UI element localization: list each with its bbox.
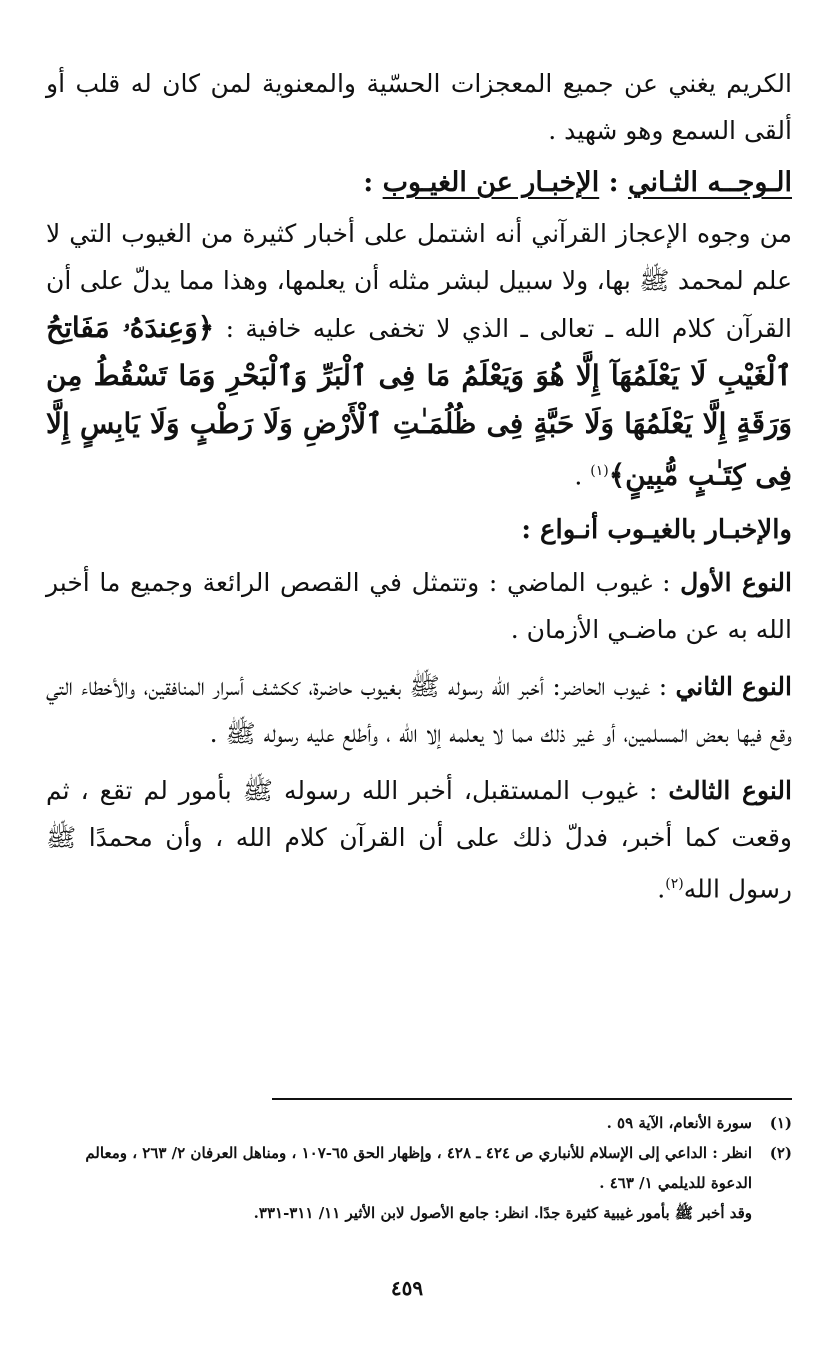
heading-prefix: الـوجــه الثـاني (627, 167, 792, 198)
heading-separator: : (599, 167, 628, 198)
kind-1-text: : غيوب الماضي : وتتمثل في القصص الرائعة وجميع ما أخبر الله به عن ماضـي الأزمان . (46, 568, 792, 645)
kind-3-label: النوع الثالث (668, 776, 792, 806)
types-subheading: والإخبـار بالغيـوب أنـواع : (521, 515, 792, 546)
footnote-1-text: سورة الأنعام، الآية ٥٩ . (606, 1114, 752, 1132)
kind-3-text: : غيوب المستقبل، أخبر الله رسوله ﷺ بأمور لم تقع ، ثم وقعت كما أخبر، فدلّ ذلك على أن القرآن كلام الله ، وأن محمدًا ﷺ رسول الله (46, 776, 792, 904)
footnote-2 (46, 1138, 792, 1198)
kind-3-end: . (657, 874, 666, 904)
footnote-ref-2[interactable]: (٢) (665, 876, 684, 893)
footnote-2-number: (٢) (769, 1144, 792, 1162)
section-heading (46, 158, 792, 208)
quran-verse: ﴿وَعِندَهُۥ مَفَاتِحُ ٱلْغَيْبِ لَا يَعْلَمُهَآ إِلَّا هُوَ وَيَعْلَمُ مَا فِى ٱلْبَرِّ وَٱلْبَحْرِ وَمَا تَسْقُطُ مِن وَرَقَةٍ إِلَّا يَعْلَمُهَا وَلَا حَبَّةٍ فِى ظُلُمَـٰتِ ٱلْأَرْضِ وَلَا رَطْبٍ وَلَا يَابِسٍ إِلَّا فِى كِتَـٰبٍ مُّبِينٍ﴾ (46, 311, 792, 492)
kind-2-label: النوع الثاني (675, 672, 792, 702)
page-number: ٤٥٩ (390, 1276, 424, 1300)
heading-title: الإخبـار عن الغيـوب (382, 167, 600, 198)
footnotes (46, 1108, 792, 1228)
miracle-text: من وجوه الإعجاز القرآني أنه اشتمل على أخبار كثيرة من الغيوب التي لا علم لمحمد ﷺ بها، ولا سبيل لبشر مثله أن يعلمها، وهذا مما يدلّ على أن القرآن كلام الله ـ تعالى ـ الذي لا تخفى عليه خافية : (46, 219, 792, 343)
footnote-divider (272, 1098, 792, 1100)
kind-2-text: : غيوب الحاضر: أخبر الله رسوله ﷺ بغيوب حاضرة، ككشف أسرار المنافقين، والأخطاء التي وقع فيها بعض المسلمين، أو غير ذلك مما لا يعلمه إلا الله ، وأطلع عليه رسوله ﷺ . (46, 672, 792, 749)
footnote-2-text: انظر : الداعي إلى الإسلام للأنباري ص ٤٢٤ ـ ٤٢٨ ، وإظهار الحق ٦٥-١٠٧ ، ومناهل العرفان ٢/ ٢٦٣ ، ومعالم الدعوة للديلمي ١/ ٤٦٣ . (85, 1144, 752, 1192)
kind-1-paragraph (46, 559, 792, 653)
kind-1-label: النوع الأول (680, 568, 792, 598)
footnote-2-extra: وقد أخبر ﷺ بأمور غيبية كثيرة جدًا. انظر: جامع الأصول لابن الأثير ١١/ ٣١١-٣٣١. (253, 1204, 752, 1222)
intro-paragraph: الكريم يغني عن جميع المعجزات الحسّية والمعنوية لمن كان له قلب أو ألقى السمع وهو شهيد . (46, 69, 792, 145)
miracle-paragraph (46, 210, 792, 499)
verse-end: . (574, 461, 591, 491)
footnote-ref-1[interactable]: (١) (590, 463, 609, 479)
kind-2-paragraph (46, 663, 792, 757)
heading-suffix: : (363, 167, 383, 198)
footnote-1-number: (١) (769, 1114, 792, 1132)
kind-3-paragraph (46, 767, 792, 912)
footnote-1 (46, 1108, 792, 1138)
